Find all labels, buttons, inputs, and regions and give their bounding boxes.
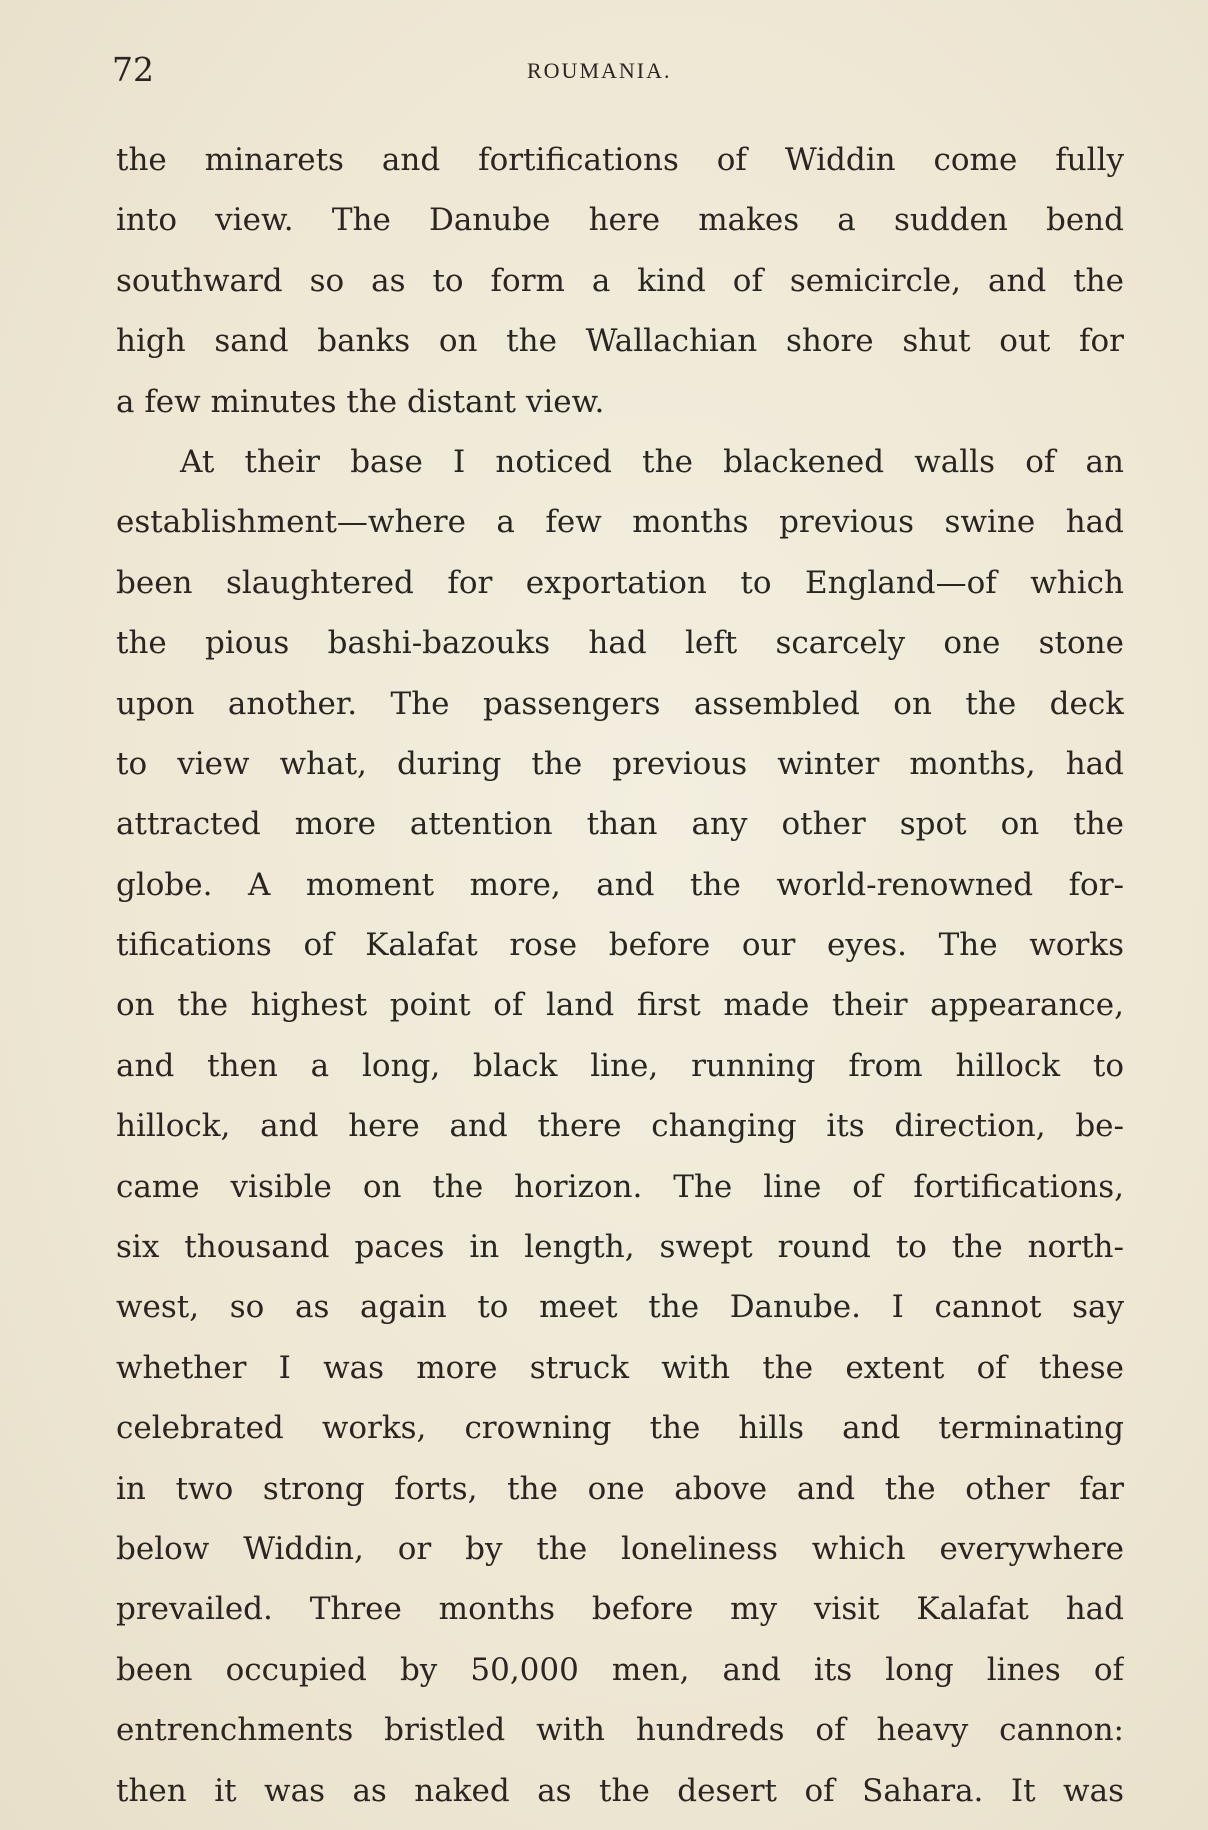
page-number: 72 xyxy=(112,50,154,89)
text-line: six thousand paces in length, swept round to the north- xyxy=(116,1229,1124,1266)
text-line: upon another. The passengers assembled on the deck xyxy=(116,685,1124,722)
text-line: came visible on the horizon. The line of fortifications, xyxy=(116,1168,1124,1205)
text-line: in two strong forts, the one above and the other far xyxy=(116,1470,1124,1507)
text-line: on the highest point of land first made their appearance, xyxy=(116,987,1124,1024)
text-line: the minarets and fortifications of Widdin come fully xyxy=(116,142,1124,178)
text-line: a few minutes the distant view. xyxy=(116,383,605,420)
text-line: attracted more attention than any other spot on the xyxy=(116,806,1124,843)
text-line: into view. The Danube here makes a sudden bend xyxy=(116,202,1124,239)
text-line: entrenchments bristled with hundreds of heavy cannon: xyxy=(116,1712,1124,1749)
text-line: and then a long, black line, running from hillock to xyxy=(116,1047,1124,1084)
text-line: below Widdin, or by the loneliness which everywhere xyxy=(116,1530,1124,1567)
page-header xyxy=(112,50,1122,100)
text-line: west, so as again to meet the Danube. I cannot say xyxy=(116,1289,1124,1326)
text-line: tifications of Kalafat rose before our eyes. The works xyxy=(116,927,1124,964)
text-line: been occupied by 50,000 men, and its long lines of xyxy=(116,1651,1124,1688)
text-line: the pious bashi-bazouks had left scarcely one stone xyxy=(116,625,1124,662)
text-line: whether I was more struck with the extent of these xyxy=(116,1349,1124,1386)
text-line: establishment—where a few months previous swine had xyxy=(116,504,1124,541)
running-head: ROUMANIA. xyxy=(527,58,672,83)
text-line: southward so as to form a kind of semicircle, and the xyxy=(116,262,1124,299)
text-line: At their base I noticed the blackened walls of an xyxy=(180,443,1124,480)
text-line: celebrated works, crowning the hills and terminating xyxy=(116,1410,1124,1447)
text-line: globe. A moment more, and the world-renowned for- xyxy=(116,866,1124,903)
text-line: hillock, and here and there changing its direction, be- xyxy=(116,1108,1124,1145)
text-line: been slaughtered for exportation to England—of which xyxy=(116,564,1124,601)
text-line: high sand banks on the Wallachian shore shut out for xyxy=(116,323,1124,360)
body-text xyxy=(116,130,1124,1821)
text-line: then it was as naked as the desert of Sahara. It was xyxy=(116,1772,1124,1809)
text-line: to view what, during the previous winter months, had xyxy=(116,745,1124,782)
text-line: prevailed. Three months before my visit Kalafat had xyxy=(116,1591,1124,1628)
